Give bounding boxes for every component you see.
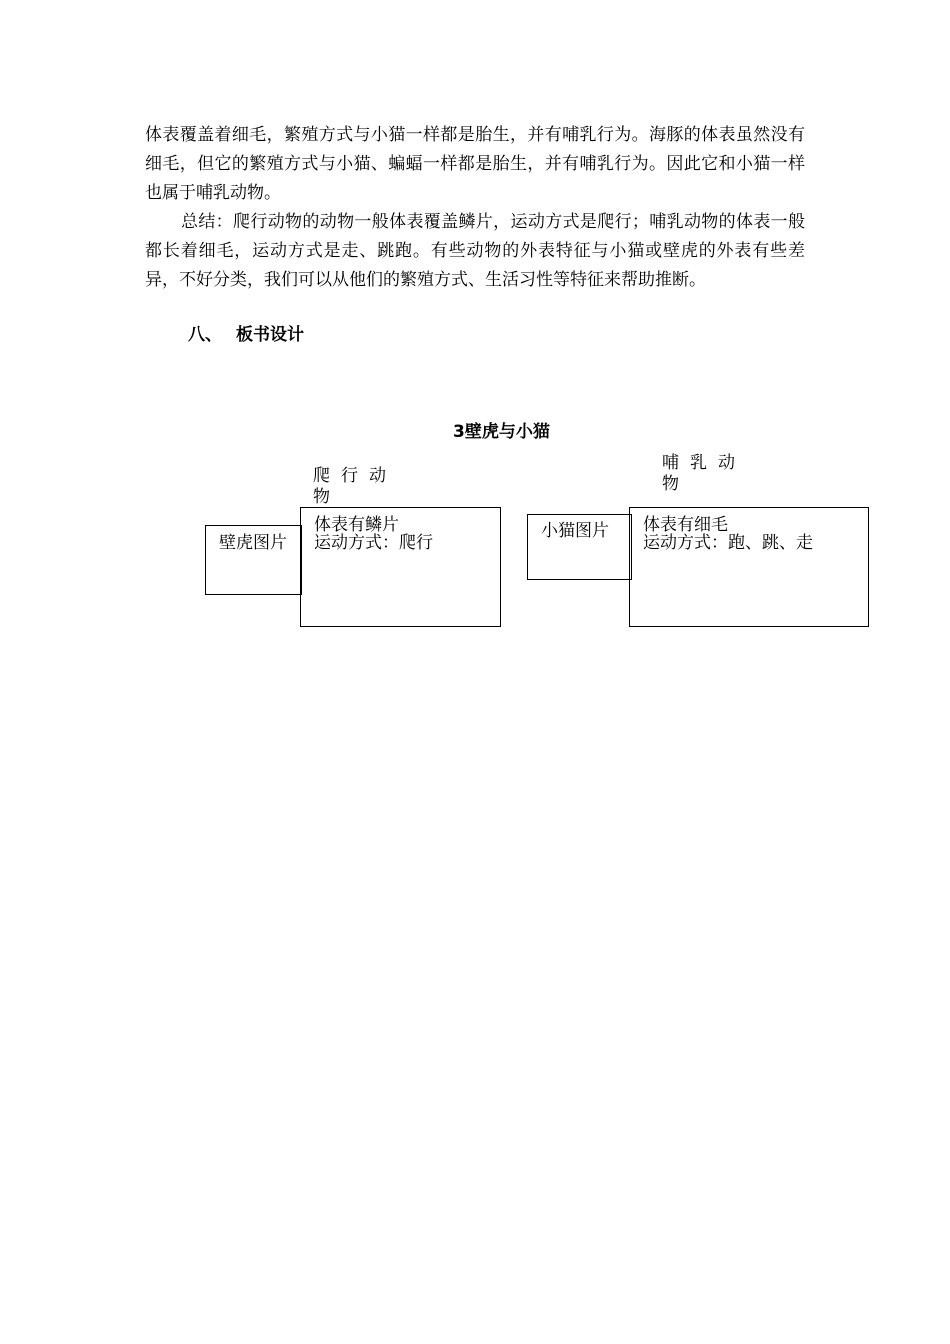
reptile-feature-body-covering: 体表有鳞片 xyxy=(314,515,399,535)
section-title: 板书设计 xyxy=(236,325,304,345)
paragraph-summary: 总结：爬行动物的动物一般体表覆盖鳞片，运动方式是爬行；哺乳动物的体表一般都长着细毛，运动方式是走、跳跑。有些动物的外表特征与小猫或壁虎的外表有些差异，不好分类，我们可以从他们的繁殖方式、生活习性等特征来帮助推断。 xyxy=(145,212,805,290)
reptile-category-label: 爬行动物 xyxy=(313,466,397,507)
mammal-category-label: 哺乳动物 xyxy=(662,453,746,494)
gecko-picture-label: 壁虎图片 xyxy=(219,533,287,553)
board-title: 3壁虎与小猫 xyxy=(453,422,550,442)
section-heading xyxy=(188,323,304,347)
reptile-feature-movement: 运动方式：爬行 xyxy=(314,533,433,553)
body-text xyxy=(145,121,805,295)
paragraph-mammal-description: 体表覆盖着细毛，繁殖方式与小猫一样都是胎生，并有哺乳行为。海豚的体表虽然没有细毛，但它的繁殖方式与小猫、蝙蝠一样都是胎生，并有哺乳行为。因此它和小猫一样也属于哺乳动物。 xyxy=(145,125,805,203)
section-number: 八、 xyxy=(188,325,222,345)
mammal-feature-body-covering: 体表有细毛 xyxy=(643,515,728,535)
cat-picture-label: 小猫图片 xyxy=(541,521,609,541)
mammal-feature-movement: 运动方式：跑、跳、走 xyxy=(643,533,813,553)
